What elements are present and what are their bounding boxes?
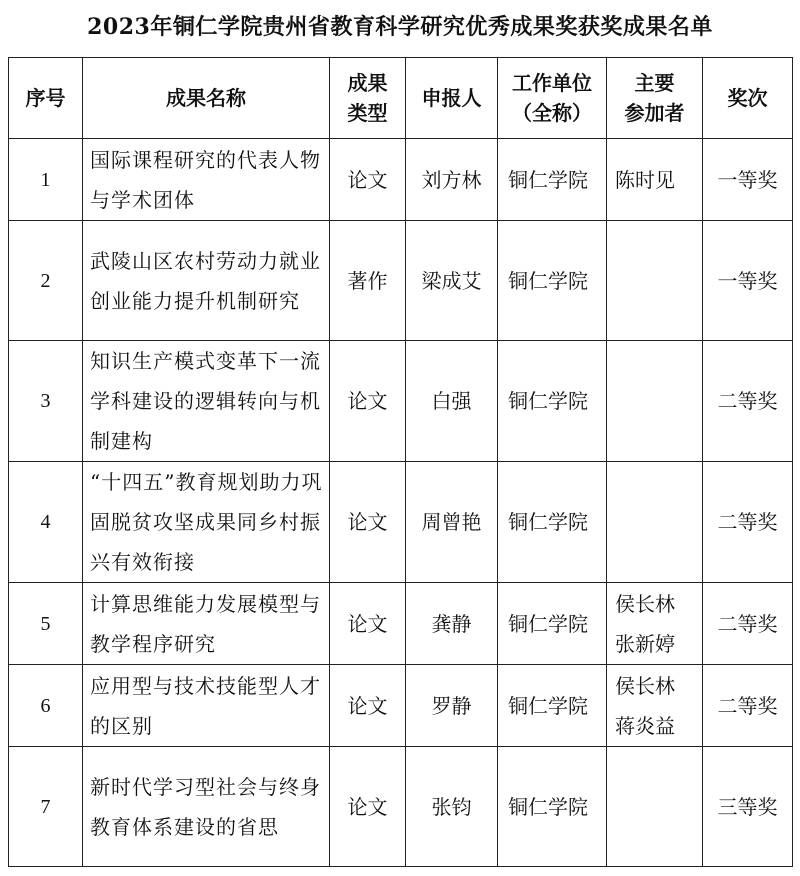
row-unit: 铜仁学院 xyxy=(498,462,607,583)
participant: 蒋炎益 xyxy=(615,713,675,738)
row-no: 2 xyxy=(9,221,83,341)
row-unit: 铜仁学院 xyxy=(498,665,607,747)
header-participants-line2: 参加者 xyxy=(624,101,685,125)
row-award: 二等奖 xyxy=(703,583,793,665)
table-header-row xyxy=(9,58,793,139)
participant: 陈时见 xyxy=(615,167,675,192)
row-award: 三等奖 xyxy=(703,747,793,867)
row-type: 著作 xyxy=(330,221,406,341)
header-unit-line2: （全称） xyxy=(512,101,592,125)
table-row xyxy=(9,221,793,341)
participant: 侯长林 xyxy=(615,591,675,616)
row-participants xyxy=(607,462,703,583)
row-name: 知识生产模式变革下一流学科建设的逻辑转向与机制建构 xyxy=(83,341,330,462)
row-applicant: 张钧 xyxy=(406,747,498,867)
header-unit xyxy=(498,58,607,139)
row-award: 二等奖 xyxy=(703,341,793,462)
row-participants xyxy=(607,583,703,665)
row-no: 7 xyxy=(9,747,83,867)
row-name: 武陵山区农村劳动力就业创业能力提升机制研究 xyxy=(83,221,330,341)
row-participants xyxy=(607,221,703,341)
table-row xyxy=(9,665,793,747)
row-type: 论文 xyxy=(330,462,406,583)
row-award: 二等奖 xyxy=(703,665,793,747)
header-type-line1: 成果 xyxy=(347,71,388,95)
row-type: 论文 xyxy=(330,139,406,221)
header-unit-line1: 工作单位 xyxy=(512,71,592,95)
row-participants xyxy=(607,341,703,462)
row-type: 论文 xyxy=(330,747,406,867)
row-no: 1 xyxy=(9,139,83,221)
awards-table xyxy=(8,57,793,867)
row-name: “十四五”教育规划助力巩固脱贫攻坚成果同乡村振兴有效衔接 xyxy=(83,462,330,583)
row-unit: 铜仁学院 xyxy=(498,583,607,665)
header-applicant: 申报人 xyxy=(406,58,498,139)
row-applicant: 刘方林 xyxy=(406,139,498,221)
row-applicant: 罗静 xyxy=(406,665,498,747)
header-no: 序号 xyxy=(9,58,83,139)
header-name: 成果名称 xyxy=(83,58,330,139)
row-participants xyxy=(607,747,703,867)
row-no: 6 xyxy=(9,665,83,747)
table-row xyxy=(9,583,793,665)
table-row xyxy=(9,747,793,867)
row-applicant: 白强 xyxy=(406,341,498,462)
row-type: 论文 xyxy=(330,665,406,747)
row-unit: 铜仁学院 xyxy=(498,221,607,341)
row-unit: 铜仁学院 xyxy=(498,139,607,221)
header-type xyxy=(330,58,406,139)
header-participants xyxy=(607,58,703,139)
table-row xyxy=(9,462,793,583)
row-applicant: 周曾艳 xyxy=(406,462,498,583)
row-award: 二等奖 xyxy=(703,462,793,583)
row-participants xyxy=(607,139,703,221)
row-participants xyxy=(607,665,703,747)
row-name: 新时代学习型社会与终身教育体系建设的省思 xyxy=(83,747,330,867)
row-type: 论文 xyxy=(330,583,406,665)
row-award: 一等奖 xyxy=(703,221,793,341)
row-name: 应用型与技术技能型人才的区别 xyxy=(83,665,330,747)
header-type-line2: 类型 xyxy=(347,101,388,125)
row-applicant: 龚静 xyxy=(406,583,498,665)
header-award: 奖次 xyxy=(703,58,793,139)
row-unit: 铜仁学院 xyxy=(498,341,607,462)
row-applicant: 梁成艾 xyxy=(406,221,498,341)
row-award: 一等奖 xyxy=(703,139,793,221)
table-row xyxy=(9,139,793,221)
row-unit: 铜仁学院 xyxy=(498,747,607,867)
row-no: 3 xyxy=(9,341,83,462)
header-participants-line1: 主要 xyxy=(634,71,675,95)
table-row xyxy=(9,341,793,462)
document-title: 2023年铜仁学院贵州省教育科学研究优秀成果奖获奖成果名单 xyxy=(87,14,713,40)
row-name: 计算思维能力发展模型与教学程序研究 xyxy=(83,583,330,665)
row-name: 国际课程研究的代表人物与学术团体 xyxy=(83,139,330,221)
row-no: 5 xyxy=(9,583,83,665)
row-no: 4 xyxy=(9,462,83,583)
participant: 张新婷 xyxy=(615,631,675,656)
row-type: 论文 xyxy=(330,341,406,462)
participant: 侯长林 xyxy=(615,673,675,698)
